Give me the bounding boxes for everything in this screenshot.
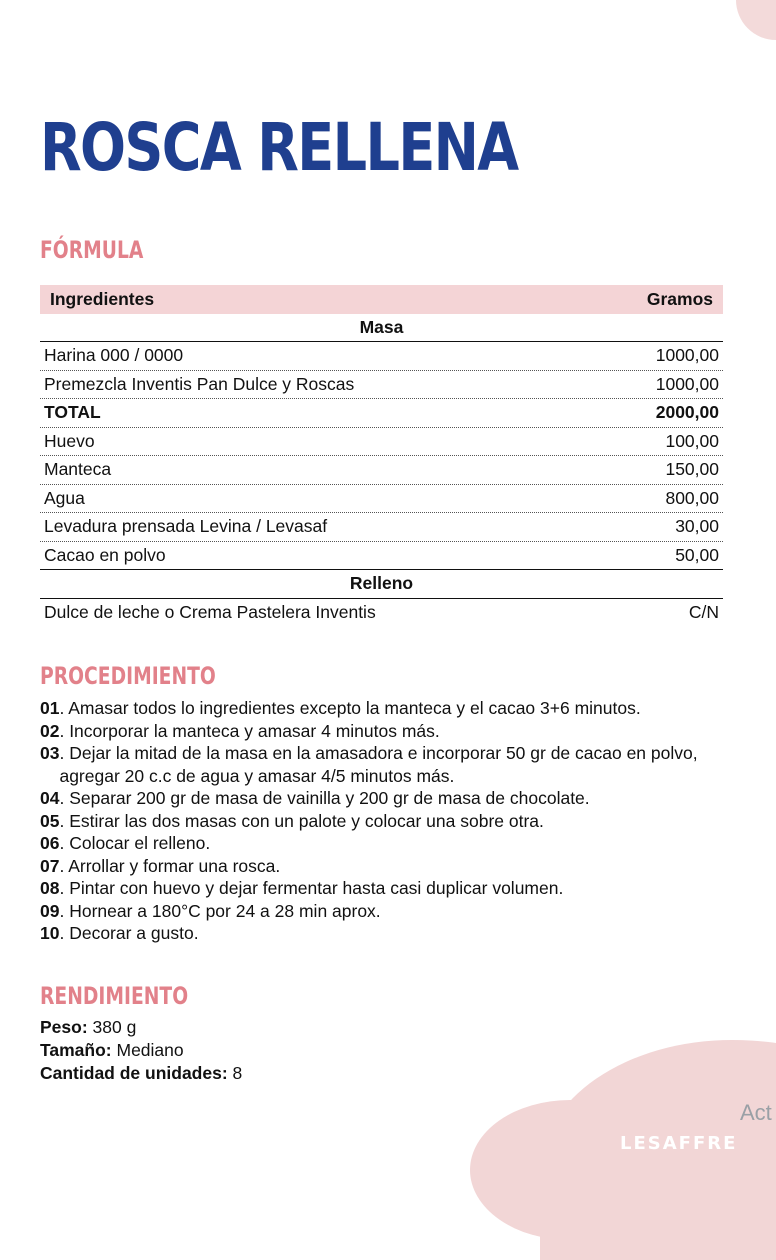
ingredient-name: Huevo (44, 430, 95, 451)
quantity-label: Cantidad de unidades: (40, 1063, 228, 1083)
step-text: . Hornear a 180°C por 24 a 28 min aprox. (59, 900, 381, 921)
list-item (40, 855, 740, 878)
group-row-relleno (40, 570, 723, 599)
total-label: TOTAL (44, 402, 101, 423)
step-text: . Colocar el relleno. (59, 833, 211, 853)
ingredient-name: Agua (44, 487, 85, 508)
size-label: Tamaño: (40, 1040, 112, 1060)
ingredient-name: Harina 000 / 0000 (44, 345, 184, 366)
brand-watermark: LESAFFRE (620, 1133, 738, 1154)
list-item (40, 697, 740, 720)
decorative-blob-top (736, 0, 776, 40)
ingredient-name: Dulce de leche o Crema Pastelera Inventis (44, 602, 376, 623)
ingredient-grams: 100,00 (665, 430, 719, 451)
size-value: Mediano (111, 1040, 184, 1060)
table-row (40, 371, 723, 400)
ingredient-grams: C/N (688, 602, 719, 623)
group-row-masa (40, 314, 723, 343)
ingredients-column-header: Ingredientes (50, 288, 155, 309)
total-value: 2000,00 (655, 402, 719, 423)
ingredient-grams: 1000,00 (655, 373, 719, 394)
ingredient-grams: 800,00 (665, 487, 719, 508)
yield-quantity (40, 1062, 242, 1085)
list-item (40, 900, 740, 923)
ingredient-grams: 150,00 (665, 459, 719, 480)
procedure-heading: PROCEDIMIENTO (40, 662, 216, 690)
group-label-relleno: Relleno (349, 573, 414, 594)
procedure-steps (40, 697, 740, 945)
step-number: 08 (40, 878, 60, 898)
step-text: . Amasar todos lo ingredientes excepto la manteca y el cacao 3+6 minutos. (59, 698, 641, 718)
list-item (40, 720, 740, 743)
table-row (40, 456, 723, 485)
ingredient-grams: 30,00 (675, 516, 719, 537)
step-number: 06 (40, 833, 60, 853)
total-row (40, 399, 723, 428)
step-number: 04 (40, 788, 60, 808)
table-row (40, 485, 723, 514)
quantity-value: 8 (227, 1063, 243, 1083)
list-item (40, 832, 740, 855)
grams-column-header: Gramos (646, 288, 713, 309)
ingredients-table (40, 285, 723, 627)
yield-weight (40, 1016, 242, 1039)
table-row (40, 513, 723, 542)
step-text: . Arrollar y formar una rosca. (59, 855, 281, 876)
list-item (40, 742, 740, 787)
table-row (40, 542, 723, 571)
step-number: 02 (40, 720, 60, 741)
list-item (40, 922, 740, 945)
ingredient-grams: 1000,00 (655, 345, 719, 366)
table-row (40, 342, 723, 371)
step-text: . Estirar las dos masas con un palote y colocar una sobre otra. (59, 810, 544, 831)
recipe-title: ROSCA RELLENA (40, 109, 518, 186)
group-label-masa: Masa (359, 316, 404, 337)
yield-size (40, 1039, 242, 1062)
ingredient-name: Manteca (44, 459, 112, 480)
ingredient-name: Cacao en polvo (44, 544, 166, 565)
step-text: . Separar 200 gr de masa de vainilla y 200 gr de masa de chocolate. (59, 788, 590, 808)
step-number: 01 (40, 698, 60, 718)
formula-heading: FÓRMULA (40, 236, 144, 264)
list-item (40, 787, 740, 810)
step-number: 10 (40, 923, 60, 943)
yield-heading: RENDIMIENTO (40, 982, 189, 1010)
table-header-row (40, 285, 723, 314)
table-row (40, 428, 723, 457)
yield-details (40, 1016, 242, 1085)
step-text: . Dejar la mitad de la masa en la amasadora e incorporar 50 gr de cacao en polvo, agregar 20 c.c de agua y amasar 4/5 minutos más. (59, 743, 698, 786)
step-text: . Incorporar la manteca y amasar 4 minutos más. (59, 720, 440, 741)
weight-value: 380 g (87, 1017, 137, 1037)
weight-label: Peso: (40, 1017, 88, 1037)
step-number: 03 (40, 743, 60, 763)
step-text: . Pintar con huevo y dejar fermentar hasta casi duplicar volumen. (59, 878, 564, 898)
ingredient-name: Levadura prensada Levina / Levasaf (44, 516, 328, 537)
step-number: 07 (40, 855, 60, 876)
step-number: 09 (40, 900, 60, 921)
list-item (40, 810, 740, 833)
ingredient-grams: 50,00 (675, 544, 719, 565)
ingredient-name: Premezcla Inventis Pan Dulce y Roscas (44, 373, 355, 394)
list-item (40, 877, 740, 900)
table-row (40, 599, 723, 628)
step-number: 05 (40, 810, 60, 831)
activation-watermark: Act (740, 1100, 772, 1125)
step-text: . Decorar a gusto. (59, 923, 199, 943)
